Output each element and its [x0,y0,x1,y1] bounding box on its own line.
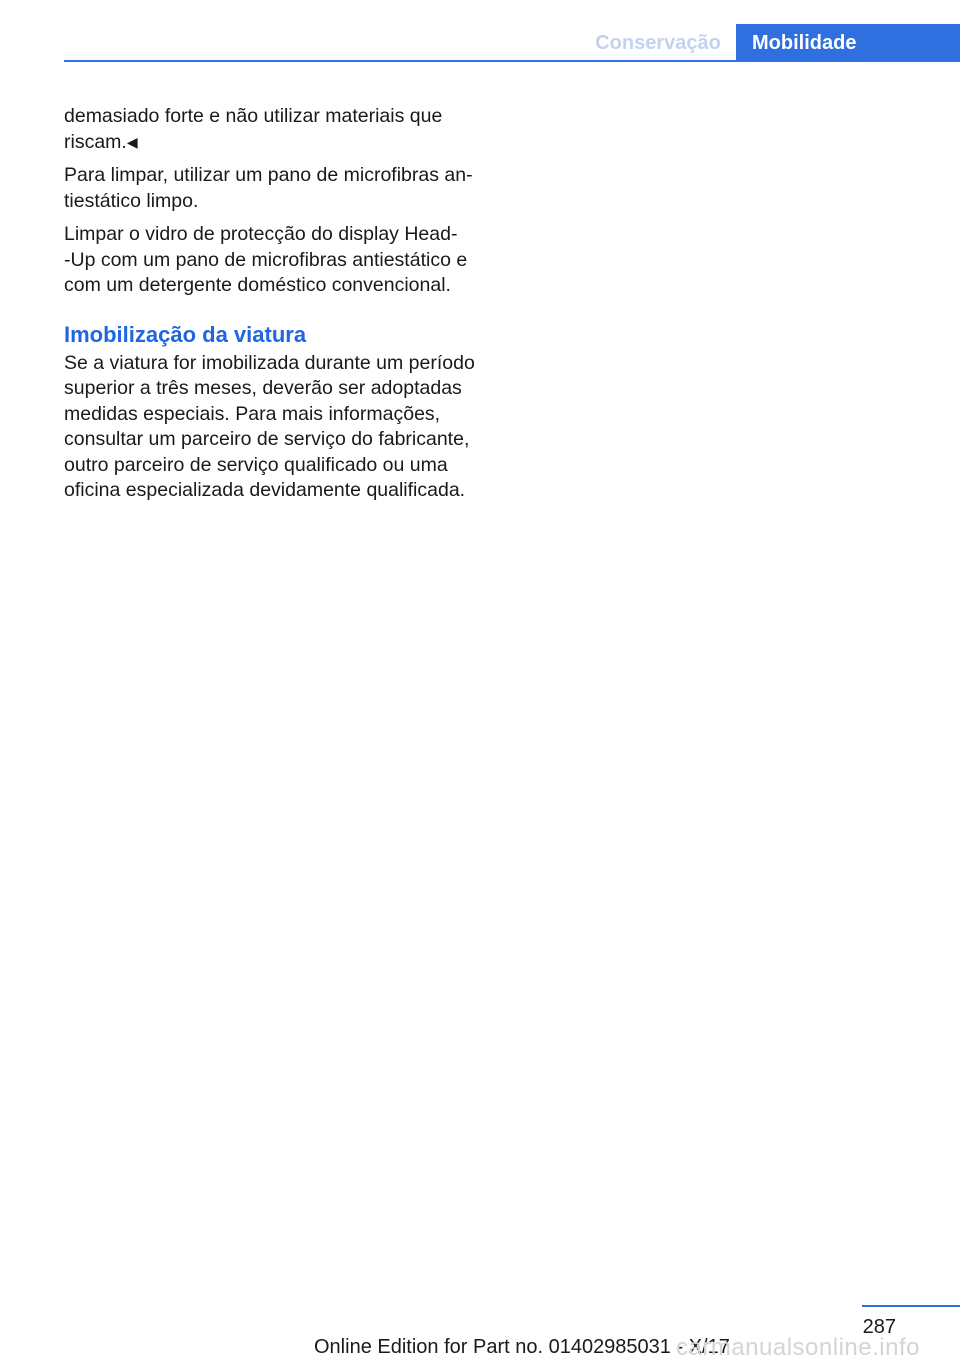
end-marker-icon: ◀ [126,133,138,150]
paragraph-cleaning-cloth [64,163,484,214]
text-line: oficina especializada devidamente qualificada. [64,479,466,501]
section-heading: Imobilização da viatura [64,321,307,347]
text-line: outro parceiro de serviço qualificado ou uma [64,453,448,476]
edition-note: Online Edition for Part no. 01402985031 - X/17 [314,1336,730,1358]
footer-rule [862,1305,960,1307]
paragraph-scratch-warning [64,104,484,155]
tab-mobilidade[interactable]: Mobilidade [736,24,960,62]
tab-conservacao[interactable]: Conservação [595,31,721,54]
text-line [64,130,484,156]
text-line: Se a viatura for imobilizada durante um período [64,351,475,374]
text-line: com um detergente doméstico convencional. [64,274,451,296]
paragraph-head-up-display [64,222,484,299]
paragraph-vehicle-storage [64,351,484,504]
text-line: Para limpar, utilizar um pano de microfibras an‐ [64,164,473,186]
page-content [64,104,484,512]
text-line: -Up com um pano de microfibras antiestático e [64,248,468,271]
text-line: tiestático limpo. [64,189,199,212]
text-line: consultar um parceiro de serviço do fabricante, [64,428,470,450]
text-line: superior a três meses, deverão ser adoptadas [64,377,462,399]
text-line: demasiado forte e não utilizar materiais que [64,105,443,127]
text-line: medidas especiais. Para mais informações, [64,402,441,425]
watermark: carmanualsonline.info [676,1334,920,1361]
page-number: 287 [862,1316,896,1338]
text-fragment: riscam. [64,130,127,153]
text-line: Limpar o vidro de protecção do display Head- [64,223,458,245]
